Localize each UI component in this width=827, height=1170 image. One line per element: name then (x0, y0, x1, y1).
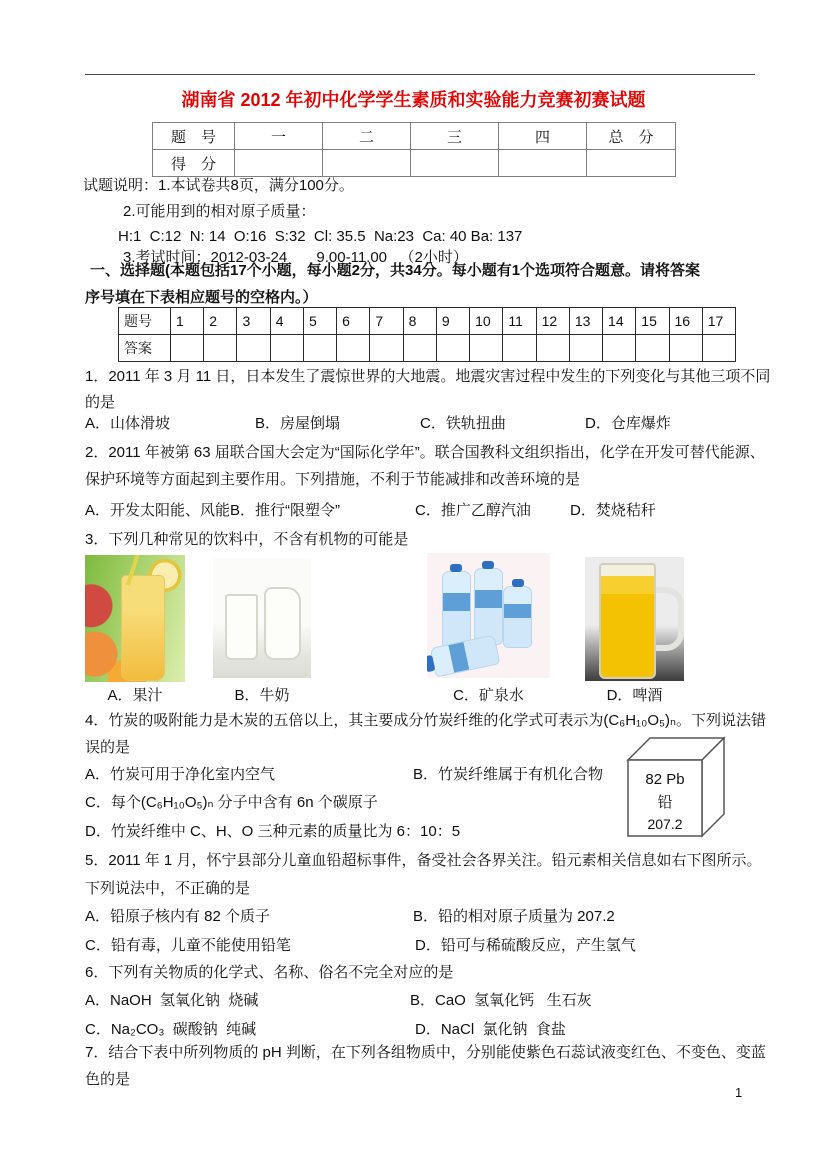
answer-cell (636, 335, 669, 362)
water-bottle-shape (503, 586, 532, 648)
q1-option-b: B．房屋倒塌 (255, 415, 341, 432)
element-name: 铅 (657, 794, 673, 811)
water-bottle-shape (474, 568, 503, 645)
instructions-line4: 3.考试时间：2012-03-24 9.00-11.00 （2小时） (123, 249, 468, 266)
juice-glass-shape (121, 575, 165, 681)
q6-text: 6．下列有关物质的化学式、名称、俗名不完全对应的是 (85, 964, 454, 981)
answer-grid-label: 答案 (119, 335, 171, 362)
q3-text: 3．下列几种常见的饮料中，不含有机物的可能是 (85, 531, 409, 548)
juice-photo (85, 555, 185, 682)
q2-option-a: A．开发太阳能、风能 (85, 502, 231, 519)
atomic-mass-list: H:1 C:12 N: 14 O:16 S:32 Cl: 35.5 Na:23 Ca: 40 Ba: 137 (118, 228, 523, 245)
q3-label-a: A．果汁 (107, 687, 163, 704)
lead-element-cube (626, 734, 728, 840)
score-row-label: 得 分 (153, 150, 235, 177)
answer-grid-number-row (119, 308, 736, 335)
score-cell (499, 150, 587, 177)
milk-pitcher-shape (225, 594, 258, 660)
water-bottle-shape (442, 571, 471, 648)
q1-option-c: C．铁轨扭曲 (420, 415, 506, 432)
q5-text-line2: 下列说法中，不正确的是 (85, 880, 251, 897)
q5-option-d: D．铅可与稀硫酸反应，产生氢气 (415, 937, 636, 954)
q5-option-b: B．铅的相对原子质量为 207.2 (413, 908, 615, 925)
question-number-cell: 1 (171, 308, 204, 335)
q1-text-line1: 1．2011 年 3 月 11 日，日本发生了震惊世界的大地震。地震灾害过程中发生的下列变化与其他三项不同 (85, 368, 771, 385)
q2-text-line2: 保护环境等方面起到主要作用。下列措施，不利于节能减排和改善环境的是 (85, 471, 581, 488)
q6-option-c: C．Na₂CO₃ 碳酸钠 纯碱 (85, 1021, 257, 1038)
q7-text-line1: 7．结合下表中所列物质的 pH 判断，在下列各组物质中，分别能使紫色石蕊试液变红色、不变色、变蓝 (85, 1044, 766, 1061)
q5-text-line1: 5．2011 年 1 月，怀宁县部分儿童血铅超标事件，备受社会各界关注。铅元素相关信息如右下图所示。 (85, 852, 762, 869)
answer-cell (702, 335, 735, 362)
question-number-cell: 13 (569, 308, 602, 335)
water-bottle-shape (430, 634, 501, 677)
question-number-cell: 15 (636, 308, 669, 335)
question-number-cell: 5 (303, 308, 336, 335)
q3-label-b: B．牛奶 (234, 687, 290, 704)
answer-cell (237, 335, 270, 362)
score-header-cell: 一 (235, 123, 323, 150)
instructions-line2: 2.可能用到的相对原子质量： (123, 203, 316, 220)
answer-cell (470, 335, 503, 362)
score-header-cell: 二 (323, 123, 411, 150)
q4-option-a: A．竹炭可用于净化室内空气 (85, 766, 276, 783)
q3-label-c: C．矿泉水 (453, 687, 524, 704)
milk-photo (213, 558, 311, 678)
q2-option-b: B．推行“限塑令” (230, 502, 340, 519)
answer-grid (118, 307, 736, 362)
answer-cell (669, 335, 702, 362)
q6-option-d: D．NaCl 氯化钠 食盐 (415, 1021, 566, 1038)
q4-text-line2: 误的是 (85, 739, 131, 756)
score-table-header-row (153, 123, 676, 150)
beer-mug-shape (599, 563, 656, 679)
score-cell (323, 150, 411, 177)
q1-text-line2: 的是 (85, 394, 116, 411)
q2-option-d: D．焚烧秸秆 (570, 502, 656, 519)
answer-cell (204, 335, 237, 362)
instructions-line1: 试题说明：1.本试卷共8页，满分100分。 (83, 177, 354, 194)
section1-heading-line2: 序号填在下表相应题号的空格内。） (85, 289, 318, 306)
q1-option-d: D．仓库爆炸 (585, 415, 671, 432)
score-table-score-row (153, 150, 676, 177)
answer-cell (569, 335, 602, 362)
q4-option-b: B．竹炭纤维属于有机化合物 (413, 766, 604, 783)
beer-photo (585, 557, 684, 681)
answer-cell (536, 335, 569, 362)
q5-option-c: C．铅有毒，儿童不能使用铅笔 (85, 937, 291, 954)
score-header-cell: 总 分 (587, 123, 676, 150)
question-number-cell: 17 (702, 308, 735, 335)
question-number-cell: 7 (370, 308, 403, 335)
q2-option-c: C．推广乙醇汽油 (415, 502, 531, 519)
q7-text-line2: 色的是 (85, 1071, 131, 1088)
score-header-cell: 题 号 (153, 123, 235, 150)
q1-option-a: A．山体滑坡 (85, 415, 171, 432)
q4-text-line1: 4．竹炭的吸附能力是木炭的五倍以上，其主要成分竹炭纤维的化学式可表示为(C₆H₁₀O₅)ₙ。下列说法错 (85, 712, 767, 729)
score-cell (235, 150, 323, 177)
score-table (152, 122, 676, 177)
answer-grid-answer-row (119, 335, 736, 362)
q4-option-d: D．竹炭纤维中 C、H、O 三种元素的质量比为 6：10：5 (85, 823, 461, 840)
score-cell (587, 150, 676, 177)
question-number-cell: 2 (204, 308, 237, 335)
q4-option-c: C．每个(C₆H₁₀O₅)ₙ 分子中含有 6n 个碳原子 (85, 794, 378, 811)
answer-cell (370, 335, 403, 362)
q6-option-b: B．CaO 氢氧化钙 生石灰 (410, 992, 592, 1009)
answer-cell (603, 335, 636, 362)
question-number-cell: 9 (436, 308, 469, 335)
score-cell (411, 150, 499, 177)
element-atomic-mass: 207.2 (647, 816, 683, 832)
element-number-symbol: 82 Pb (645, 771, 685, 788)
header-rule (85, 74, 755, 75)
question-number-cell: 6 (337, 308, 370, 335)
answer-cell (436, 335, 469, 362)
section1-heading-line1: 一、选择题(本题包括17个小题，每小题2分，共34分。每小题有1个选项符合题意。请将答案 (90, 262, 701, 279)
question-number-cell: 16 (669, 308, 702, 335)
milk-jug-shape (264, 587, 301, 661)
answer-cell (503, 335, 536, 362)
page-number: 1 (735, 1085, 743, 1100)
question-number-cell: 4 (270, 308, 303, 335)
answer-cell (337, 335, 370, 362)
question-number-cell: 14 (603, 308, 636, 335)
question-number-cell: 8 (403, 308, 436, 335)
answer-cell (171, 335, 204, 362)
answer-cell (270, 335, 303, 362)
question-number-cell: 11 (503, 308, 536, 335)
q2-text-line1: 2．2011 年被第 63 届联合国大会定为“国际化学年”。联合国教科文组织指出，化学在开发可替代能源、 (85, 444, 765, 461)
q5-option-a: A．铅原子核内有 82 个质子 (85, 908, 271, 925)
answer-cell (403, 335, 436, 362)
q3-label-d: D．啤酒 (606, 687, 663, 704)
mug-handle-shape (656, 587, 684, 651)
question-number-cell: 10 (470, 308, 503, 335)
score-header-cell: 四 (499, 123, 587, 150)
question-number-cell: 12 (536, 308, 569, 335)
page-title: 湖南省 2012 年初中化学学生素质和实验能力竞赛初赛试题 (181, 90, 646, 110)
mineral-water-photo (427, 553, 550, 678)
score-header-cell: 三 (411, 123, 499, 150)
question-number-cell: 3 (237, 308, 270, 335)
answer-cell (303, 335, 336, 362)
answer-grid-label: 题号 (119, 308, 171, 335)
q6-option-a: A．NaOH 氢氧化钠 烧碱 (85, 992, 259, 1009)
